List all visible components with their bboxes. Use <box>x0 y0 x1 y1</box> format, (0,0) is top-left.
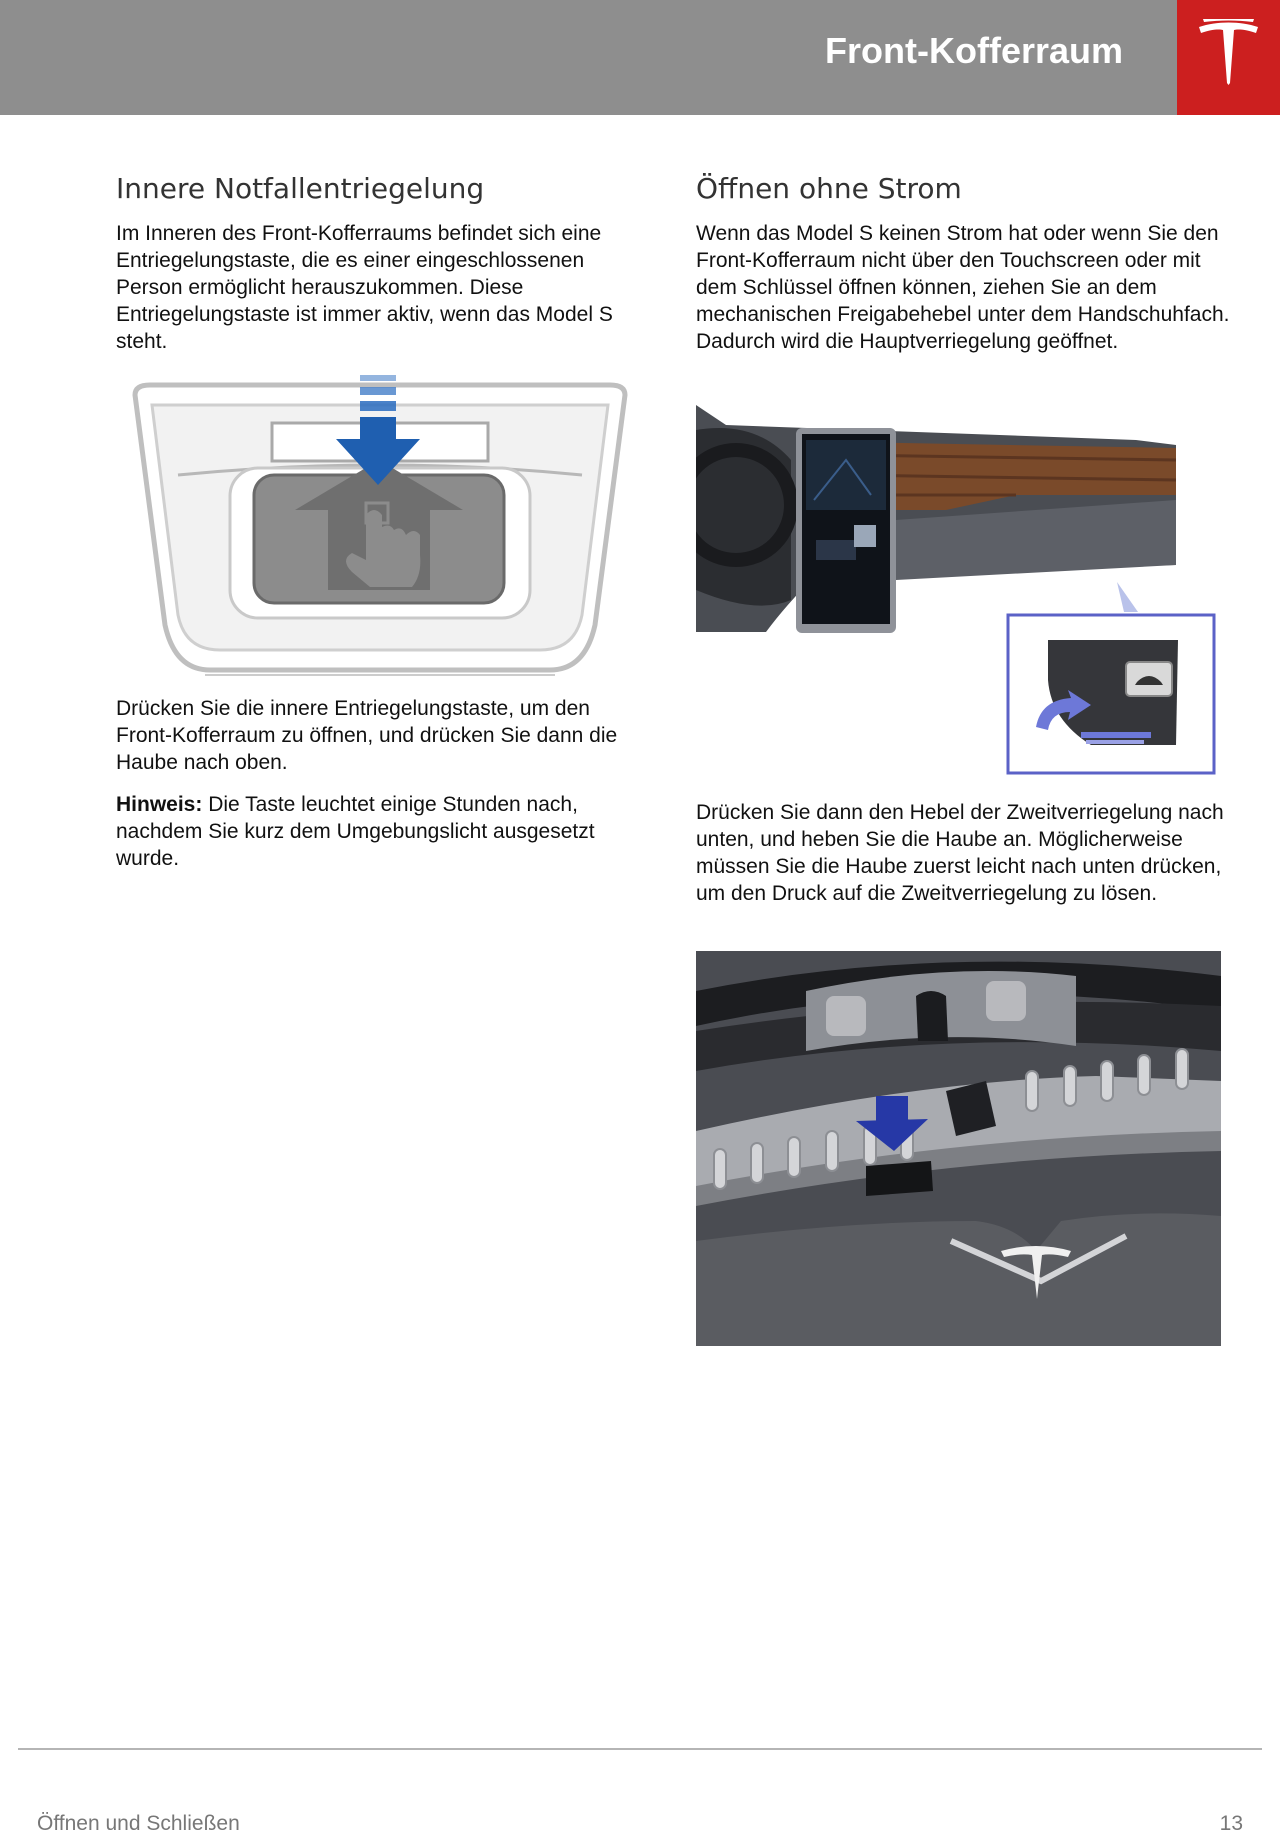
footer-divider <box>18 1748 1262 1750</box>
note-text: Die Taste leuchtet einige Stunden nach, nachdem Sie kurz dem Umgebungslicht ausgesetzt wurde. <box>116 793 595 870</box>
emergency-release-intro: Im Inneren des Front-Kofferraums befindet sich eine Entriegelungstaste, die es einer eingeschlossenen Person ermöglicht herauszukommen. Diese Entriegelungstaste ist immer aktiv, wenn das Model S steht. <box>116 222 613 353</box>
note-paragraph <box>116 791 651 872</box>
secondary-latch-instruction: Drücken Sie dann den Hebel der Zweitverriegelung nach unten, und heben Sie die Haube an. Möglicherweise müssen Sie die Haube zuerst leicht nach unten drücken, um den Druck auf die Zweitverriegelung zu lösen. <box>696 801 1224 905</box>
secondary-latch-illustration <box>696 951 1221 1346</box>
brand-logo <box>1177 0 1280 115</box>
open-without-power-intro: Wenn das Model S keinen Strom hat oder wenn Sie den Front-Kofferraum nicht über den Touchscreen oder mit dem Schlüssel öffnen können, ziehen Sie an dem mechanischen Freigabehebel unter dem Handschuhfach. Dadurch wird die Hauptverriegelung geöffnet. <box>696 222 1230 353</box>
note-label: Hinweis: <box>116 793 203 816</box>
emergency-release-instruction: Drücken Sie die innere Entriegelungstaste, um den Front-Kofferraum zu öffnen, und drücken Sie dann die Haube nach oben. <box>116 697 618 774</box>
tesla-logo-icon <box>1197 19 1260 85</box>
dashboard-release-lever-illustration <box>696 400 1221 775</box>
page-title: Front-Kofferraum <box>825 30 1123 71</box>
page-header <box>0 0 1280 115</box>
interior-release-button-illustration <box>130 375 630 680</box>
section-heading-emergency-release: Innere Notfallentriegelung <box>116 172 485 205</box>
page-number: 13 <box>1219 1812 1243 1835</box>
footer-section-title: Öffnen und Schließen <box>37 1812 240 1835</box>
section-heading-open-without-power: Öffnen ohne Strom <box>696 172 962 205</box>
